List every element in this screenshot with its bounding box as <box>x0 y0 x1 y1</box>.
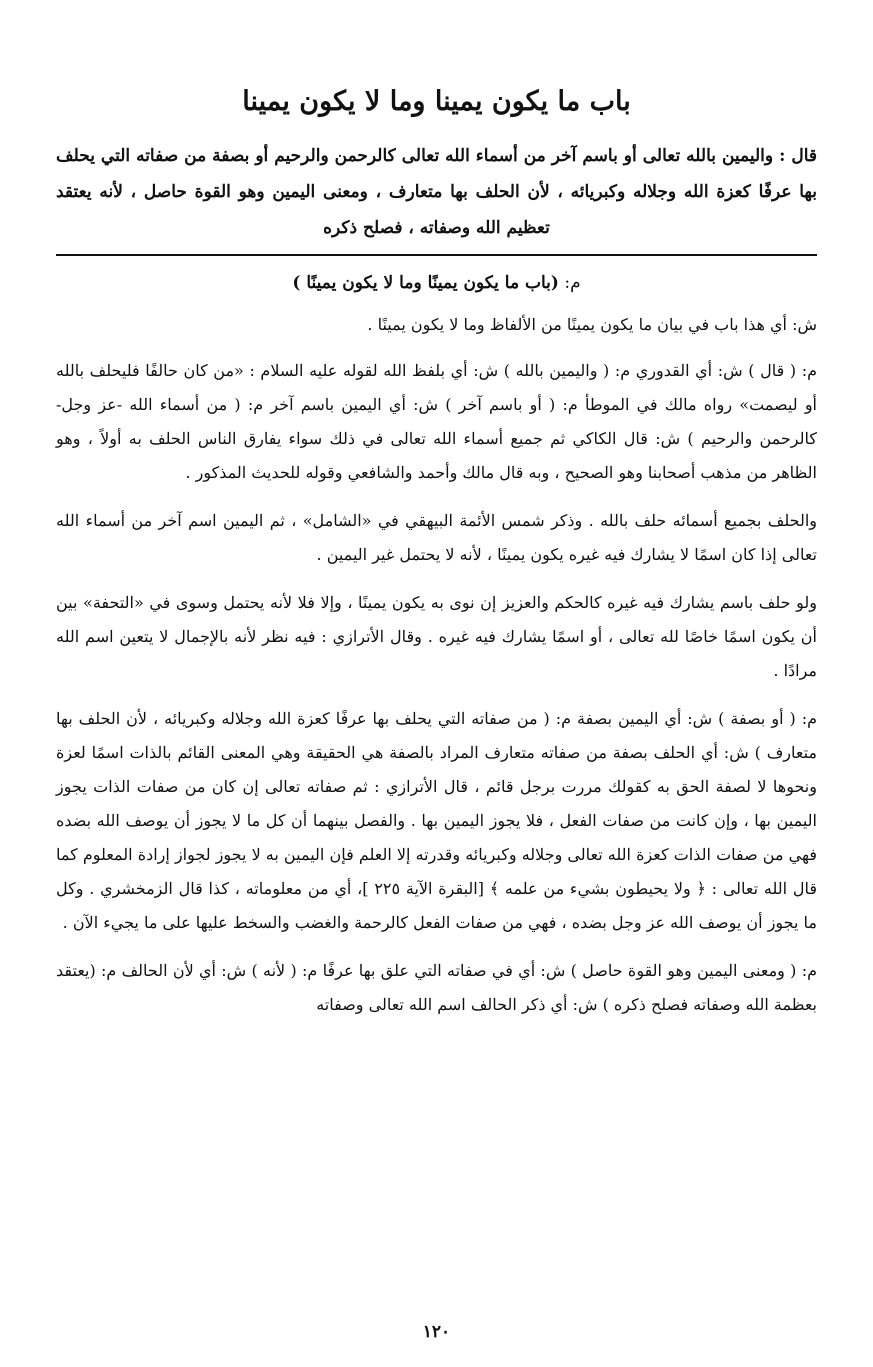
page-number: ١٢٠ <box>422 1322 451 1342</box>
subheading-prefix: م: <box>564 273 581 293</box>
subheading-text: (باب ما يكون يمينًا وما لا يكون يمينًا ) <box>292 273 559 293</box>
commentary-paragraph-5: م: ( ومعنى اليمين وهو القوة حاصل ) ش: أي في صفاته التي علق بها عرفًا م: ( لأنه ) ش: أي لأن الحالف م: (يعتقد بعظمة الله وصفاته فصلح ذكره ) ش: أي ذكر الحالف اسم الله تعالى وصفاته <box>56 961 817 1014</box>
chapter-subheading <box>56 266 817 300</box>
commentary-paragraph-2: والحلف بجميع أسمائه حلف بالله . وذكر شمس الأئمة البيهقي في «الشامل» ، ثم اليمين اسم آخر من أسماء الله تعالى إذا كان اسمًا لا يشارك فيه غيره يكون يمينًا ، لأنه لا يحتمل غير اليمين . <box>56 511 817 564</box>
commentary-paragraph-1: م: ( قال ) ش: أي القدوري م: ( واليمين بالله ) ش: أي بلفظ الله لقوله عليه السلام : «من كان حالفًا فليحلف بالله أو ليصمت» رواه مالك في الموطأ م: ( أو باسم آخر ) ش: أي اليمين باسم آخر م: ( من أسماء الله -عز وجل- كالرحمن والرحيم ) ش: قال الكاكي ثم جميع أسماء الله تعالى في ذلك سواء يفارق الناس الحلف به أولاً ، وهو الظاهر من مذهب أصحابنا وهو الصحيح ، وبه قال مالك وأحمد والشافعي وقوله للحديث المذكور . <box>56 361 817 482</box>
commentary-paragraph-3: ولو حلف باسم يشارك فيه غيره كالحكم والعزيز إن نوى به يكون يمينًا ، وإلا فلا لأنه يحتمل وسوى في «التحفة» بين أن يكون اسمًا خاصًا لله تعالى ، أو اسمًا يشارك فيه غيره . وقال الأترازي : فيه نظر لأنه بالإجمال لا يتعين اسم الله مرادًا . <box>56 593 817 680</box>
matn-text: قال : واليمين بالله تعالى أو باسم آخر من أسماء الله تعالى كالرحمن والرحيم أو بصفة من صفاته التي يحلف بها عرفًا كعزة الله وجلاله وكبريائه ، لأن الحلف بها متعارف ، ومعنى اليمين وهو القوة حاصل ، لأنه يعتقد تعظيم الله وصفاته ، فصلح ذكره <box>56 146 817 238</box>
chapter-title: باب ما يكون يمينا وما لا يكون يمينا <box>242 86 631 117</box>
commentary-paragraph-4: م: ( أو بصفة ) ش: أي اليمين بصفة م: ( من صفاته التي يحلف بها عرفًا كعزة الله وجلاله وكبريائه ، لأن الحلف بها متعارف ) ش: أي الحلف بصفة من صفاته متعارف المراد بالصفة هي الحقيقة وهي المعنى القائم بالذات اسمًا لعزة ونحوها لا لصفة الحق به كقولك مررت برجل قائم ، قال الأترازي : ثم صفاته تعالى إن كان من صفات الذات يجوز اليمين بها ، وإن كانت من صفات الفعل ، فلا يجوز اليمين بها . والفصل بينهما أن كل ما لا يجوز أن يوصف الله بضده فهي من صفات الذات كعزة الله تعالى وجلاله وكبريائه وقدرته إلا العلم فإن اليمين به لا يجوز لجواز إرادة المعلوم كما قال الله تعالى : ﴿ ولا يحيطون بشيء من علمه ﴾ [البقرة الآية ٢٢٥ ]، أي من معلوماته ، كذا قال الزمخشري . وكل ما يجوز أن يوصف الله عز وجل بضده ، فهي من صفات الفعل كالرحمة والغضب والسخط عليها على ما يجيء الآن . <box>56 709 817 932</box>
sharh-intro: ش: أي هذا باب في بيان ما يكون يمينًا من الألفاظ وما لا يكون يمينًا . <box>367 315 817 334</box>
separator-rule <box>56 254 817 256</box>
